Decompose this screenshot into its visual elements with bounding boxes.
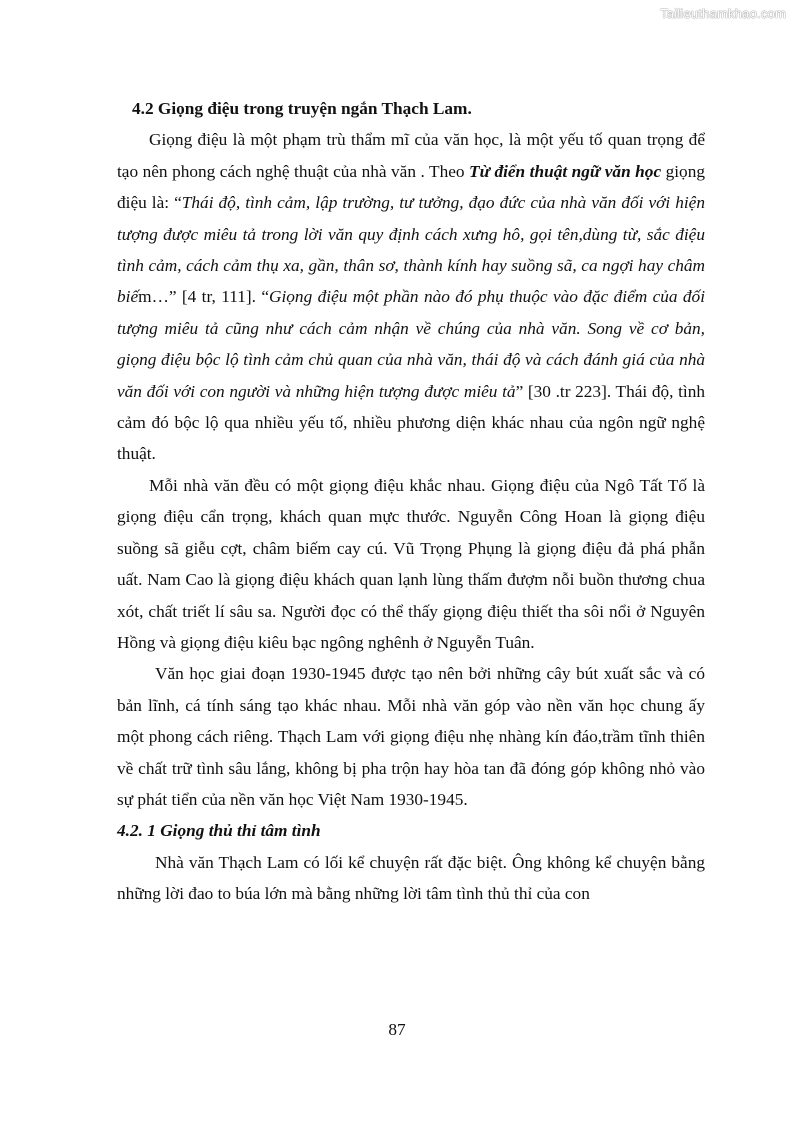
p1-text-c: giọng điệu là: “ [117, 161, 705, 213]
p1-text-e: m…” [4 tr, 111]. “ [138, 287, 269, 307]
subsection-heading: 4.2. 1 Giọng thủ thỉ tâm tình [117, 821, 321, 841]
p1-book-title: Từ điển thuật ngữ văn học [469, 161, 662, 181]
section-heading: 4.2 Giọng điệu trong truyện ngắn Thạch Lam. [132, 99, 472, 118]
paragraph-3: Văn học giai đoạn 1930-1945 được tạo nên bởi những cây bút xuất sắc và có bản lĩnh, cá tính sáng tạo khác nhau. Mỗi nhà văn góp vào nền văn học chung ấy một phong cách riêng. Thạch Lam với giọng điệu nhẹ nhàng kín đáo,trầm tĩnh thiên về chất trữ tình sâu lắng, không bị pha trộn hay hòa tan đã đóng góp không nhỏ vào sự phát tiển của nền văn học Việt Nam 1930-1945. [117, 664, 705, 809]
p1-text-g: ” [30 .tr 223]. Thái độ, tình cảm đó bộc lộ qua nhiều yếu tố, nhiều phương diện khác nhau của ngôn ngữ nghệ thuật. [117, 381, 706, 464]
document-body [117, 93, 705, 910]
paragraph-4: Nhà văn Thạch Lam có lối kể chuyện rất đặc biệt. Ông không kể chuyện bằng những lời đao to búa lớn mà bằng những lời tâm tình thủ thỉ của con [117, 852, 705, 904]
page-number: 87 [388, 1020, 406, 1039]
paragraph-1 [117, 124, 705, 469]
paragraph-2: Mỗi nhà văn đều có một giọng điệu khắc nhau. Giọng điệu của Ngô Tất Tố là giọng điệu cẩn trọng, khách quan mực thước. Nguyễn Công Hoan là giọng điệu suồng sã giễu cợt, châm biếm cay cú. Vũ Trọng Phụng là giọng điệu đả phá phẫn uất. Nam Cao là giọng điệu khách quan lạnh lùng thấm đượm nỗi buồn thương chua xót, chất triết lí sâu sa. Người đọc có thể thấy giọng điệu thiết tha sôi nổi ở Nguyên Hồng và giọng điệu kiêu bạc ngông nghênh ở Nguyễn Tuân. [117, 475, 705, 652]
p1-quote-1: Thái độ, tình cảm, lập trường, tư tưởng, đạo đức của nhà văn đối với hiện tượng được miêu tả trong lời văn quy định cách xưng hô, gọi tên,dùng từ, sắc điệu tình cảm, cách cảm thụ xa, gần, thân sơ, thành kính hay suồng sã, ca ngợi hay châm biế [117, 193, 705, 307]
p1-text-a: Giọng điệu là một phạm trù thẩm mĩ của văn học, là một yếu tố quan trọng để tạo nên phong cách nghệ thuật của nhà văn . Theo [117, 130, 705, 181]
watermark: Tailieuthamkhao.com [660, 6, 786, 21]
p1-quote-2: Giọng điệu một phần nào đó phụ thuộc vào đặc điểm của đối tượng miêu tả cũng như cách cảm nhận về chúng của nhà văn. Song về cơ bản, giọng điệu bộc lộ tình cảm chủ quan của nhà văn, thái độ và cách đánh giá của nhà văn đối với con người và những hiện tượng được miêu tả [117, 287, 705, 401]
